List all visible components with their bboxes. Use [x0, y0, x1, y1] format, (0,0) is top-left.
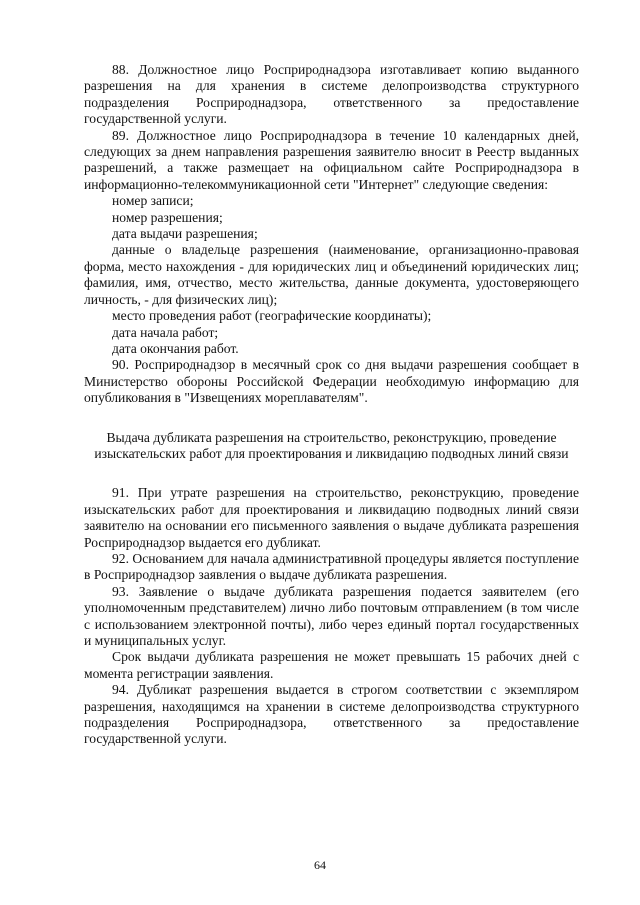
list-item: дата окончания работ. [112, 340, 239, 356]
list-item: номер записи; [112, 193, 194, 209]
page-number: 64 [314, 858, 326, 872]
list-item: дата выдачи разрешения; [112, 226, 258, 242]
paragraph-94: 94. Дубликат разрешения выдается в строгом соответствии с экземпляром разрешения, находящимся на хранении в системе делопроизводства структурного подразделения Росприроднадзора, ответственного за предоставление государственной услуги. [84, 682, 579, 747]
paragraph-90: 90. Росприроднадзор в месячный срок со дня выдачи разрешения сообщает в Министерство обороны Российской Федерации необходимую информацию для опубликования в "Извещениях мореплавателям". [84, 357, 579, 406]
paragraph-92: 92. Основанием для начала административной процедуры является поступление в Росприроднадзор заявления о выдаче дубликата разрешения. [84, 550, 579, 583]
list-item: номер разрешения; [112, 209, 223, 225]
section-heading: Выдача дубликата разрешения на строительство, реконструкцию, проведение изыскательских работ для проектирования и ликвидацию подводных линий связи [94, 429, 569, 461]
paragraph-89: 89. Должностное лицо Росприроднадзора в течение 10 календарных дней, следующих за днем направления разрешения заявителю вносит в Реестр выданных разрешений, а также размещает на официальном сайте Росприроднадзора в информационно-телекоммуникационной сети "Интернет" следующие сведения: [84, 127, 579, 192]
list-item: место проведения работ (географические координаты); [112, 308, 432, 324]
paragraph-88: 88. Должностное лицо Росприроднадзора изготавливает копию выданного разрешения на для хранения в системе делопроизводства структурного подразделения Росприроднадзора, ответственного за предоставление государственной услуги. [84, 62, 579, 127]
list-item: дата начала работ; [112, 324, 219, 340]
paragraph-93-term: Срок выдачи дубликата разрешения не может превышать 15 рабочих дней с момента регистрации заявления. [84, 649, 579, 681]
paragraph-93: 93. Заявление о выдаче дубликата разрешения подается заявителем (его уполномоченным представителем) лично либо почтовым отправлением (в том числе с использованием электронной почты), либо через единый портал государственных и муниципальных услуг. [84, 583, 579, 648]
paragraph-91: 91. При утрате разрешения на строительство, реконструкцию, проведение изыскательских работ для проектирования и ликвидацию подводных линий связи заявителю на основании его письменного заявления о выдаче дубликата разрешения Росприроднадзор выдается его дубликат. [84, 485, 579, 550]
paragraph-89-owner-data: данные о владельце разрешения (наименование, организационно-правовая форма, место нахождения - для юридических лиц и объединений юридических лиц; фамилия, имя, отчество, место жительства, данные документа, удостоверяющего личность, - для физических лиц); [84, 242, 579, 307]
document-body [84, 62, 579, 748]
